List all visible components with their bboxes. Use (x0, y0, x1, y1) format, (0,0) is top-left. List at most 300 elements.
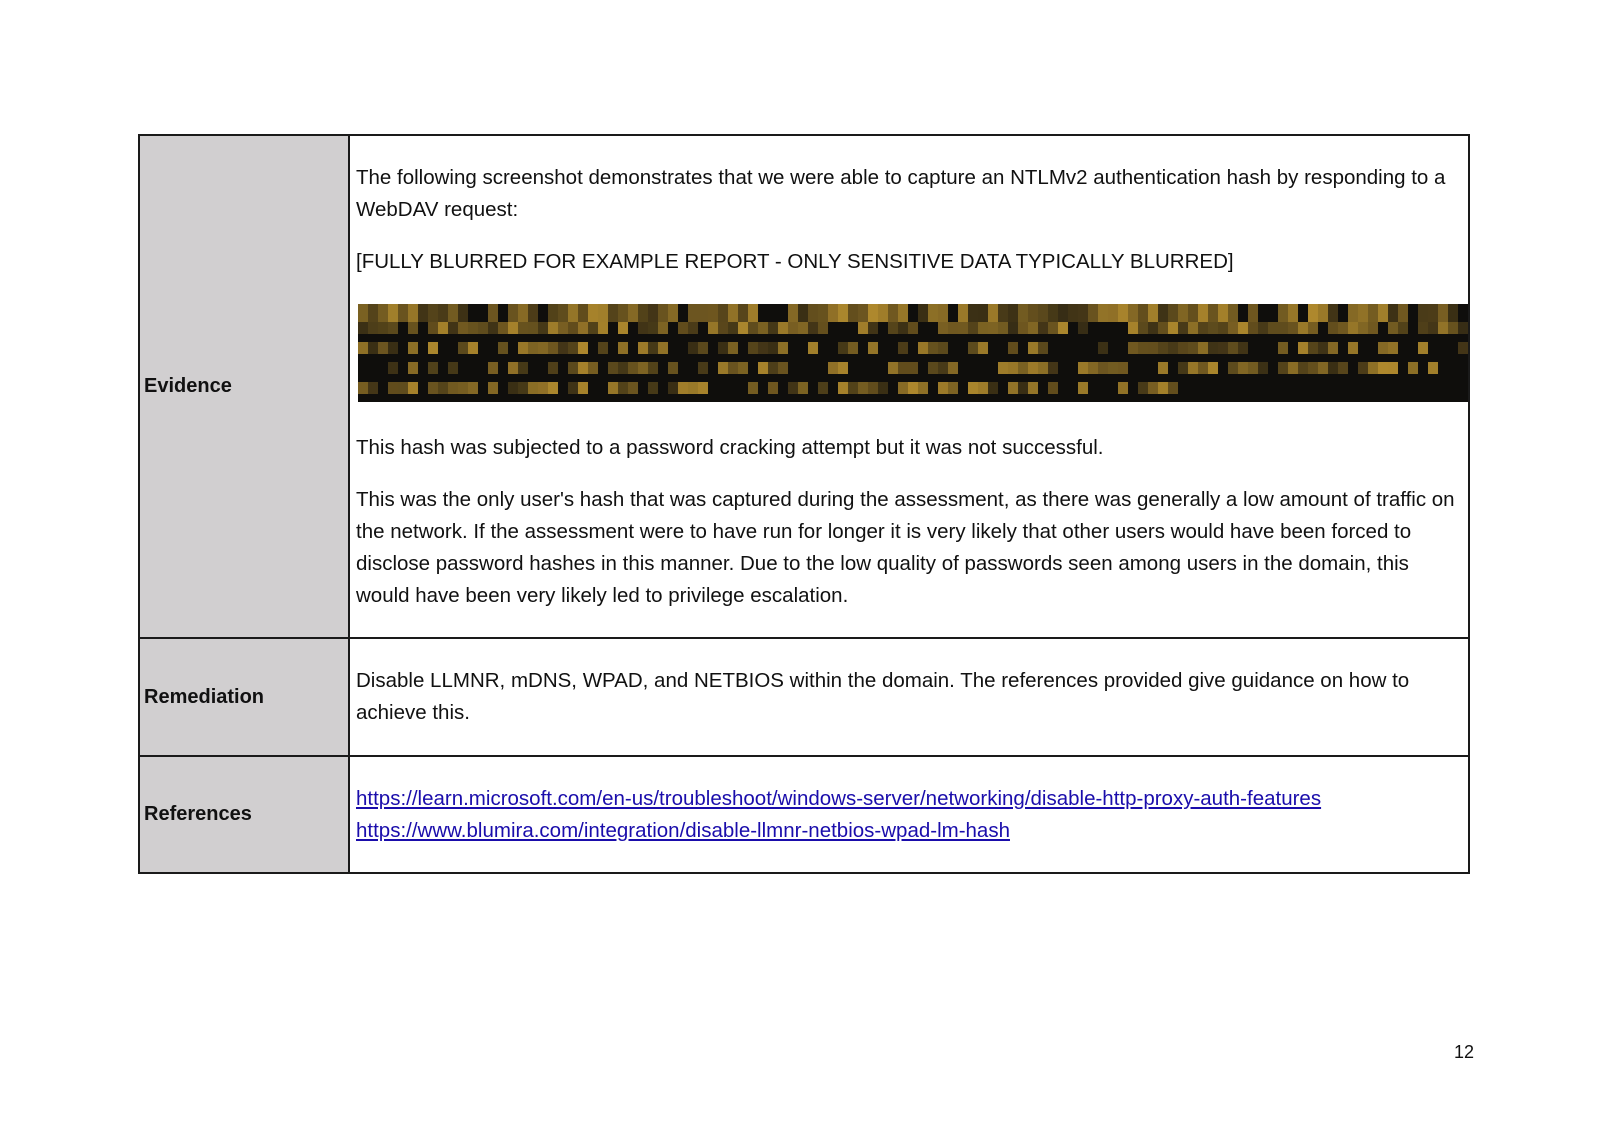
blur-pixel (888, 304, 898, 322)
blur-pixel (608, 382, 618, 394)
blur-pixel (958, 322, 968, 334)
references-row (139, 756, 1469, 873)
blur-pixel (978, 382, 988, 394)
blur-pixel (538, 382, 548, 394)
blur-pixel (1188, 342, 1198, 354)
blur-pixel (1258, 322, 1268, 334)
blur-pixel (678, 322, 688, 334)
blur-pixel (678, 382, 688, 394)
blur-pixel (838, 304, 848, 322)
blur-pixel (1288, 304, 1298, 322)
blur-pixel (528, 382, 538, 394)
blur-pixel (608, 362, 618, 374)
blur-pixel (508, 362, 518, 374)
blur-pixel (718, 342, 728, 354)
blur-pixel (1058, 304, 1068, 322)
blur-pixel (1028, 342, 1038, 354)
blur-pixel (1078, 304, 1088, 322)
blur-pixel (1288, 362, 1298, 374)
blur-pixel (1198, 322, 1208, 334)
blur-pixel (1058, 322, 1068, 334)
blur-pixel (968, 322, 978, 334)
blur-pixel (1238, 342, 1248, 354)
blur-pixel (488, 304, 498, 322)
blur-pixel (858, 382, 868, 394)
blur-pixel (1148, 382, 1158, 394)
blur-pixel (848, 342, 858, 354)
blur-pixel (1198, 342, 1208, 354)
blur-pixel (868, 382, 878, 394)
blur-pixel (458, 342, 468, 354)
blur-pixel (1008, 322, 1018, 334)
remediation-content (349, 638, 1469, 756)
blur-pixel (1378, 362, 1388, 374)
reference-link-blumira[interactable]: https://www.blumira.com/integration/disable-llmnr-netbios-wpad-lm-hash (356, 818, 1010, 842)
blur-pixel (1308, 362, 1318, 374)
blur-pixel (618, 322, 628, 334)
blur-pixel (868, 304, 878, 322)
blur-pixel (898, 304, 908, 322)
blur-pixel (728, 304, 738, 322)
blur-pixel (1248, 322, 1258, 334)
blur-pixel (1398, 304, 1408, 322)
blur-pixel (838, 362, 848, 374)
blur-pixel (1368, 362, 1378, 374)
blur-pixel (1448, 304, 1458, 322)
blur-pixel (648, 362, 658, 374)
blur-pixel (708, 322, 718, 334)
blur-pixel (448, 362, 458, 374)
blur-pixel (1228, 304, 1238, 322)
blur-pixel (588, 304, 598, 322)
blur-pixel (1438, 304, 1448, 322)
blur-pixel (548, 362, 558, 374)
blur-pixel (1348, 304, 1358, 322)
blur-pixel (1028, 304, 1038, 322)
findings-table (138, 134, 1470, 874)
blur-pixel (558, 304, 568, 322)
blur-pixel (628, 382, 638, 394)
blur-pixel (1158, 382, 1168, 394)
blur-pixel (1388, 322, 1398, 334)
blur-pixel (508, 304, 518, 322)
blur-pixel (1438, 322, 1448, 334)
blur-pixel (358, 322, 368, 334)
blur-pixel (1018, 362, 1028, 374)
blur-pixel (618, 362, 628, 374)
blur-pixel (488, 362, 498, 374)
blur-pixel (518, 304, 528, 322)
blur-pixel (408, 304, 418, 322)
remediation-text: Disable LLMNR, mDNS, WPAD, and NETBIOS within the domain. The references provided give guidance on how to achieve this. (356, 669, 1410, 724)
blur-pixel (968, 304, 978, 322)
evidence-content (349, 135, 1469, 638)
blur-pixel (1318, 362, 1328, 374)
blur-pixel (1168, 304, 1178, 322)
blur-pixel (1208, 362, 1218, 374)
blur-pixel (1008, 382, 1018, 394)
blur-pixel (1108, 362, 1118, 374)
blur-pixel (798, 304, 808, 322)
blur-pixel (778, 342, 788, 354)
blur-pixel (1048, 322, 1058, 334)
blur-pixel (948, 382, 958, 394)
blur-pixel (1078, 362, 1088, 374)
blur-pixel (1268, 322, 1278, 334)
blur-pixel (1358, 322, 1368, 334)
blur-pixel (588, 362, 598, 374)
blur-pixel (918, 342, 928, 354)
references-content (349, 756, 1469, 873)
blur-pixel (388, 322, 398, 334)
blur-pixel (1348, 322, 1358, 334)
blur-pixel (1178, 322, 1188, 334)
blur-pixel (498, 322, 508, 334)
blur-pixel (518, 382, 528, 394)
blur-pixel (1098, 304, 1108, 322)
blur-pixel (538, 342, 548, 354)
blur-pixel (1218, 322, 1228, 334)
blur-pixel (1448, 322, 1458, 334)
blur-pixel (458, 304, 468, 322)
blur-pixel (668, 362, 678, 374)
blur-pixel (448, 304, 458, 322)
blur-pixel (1158, 322, 1168, 334)
blur-pixel (988, 304, 998, 322)
blur-pixel (1018, 322, 1028, 334)
blur-pixel (438, 304, 448, 322)
blur-pixel (1188, 362, 1198, 374)
blur-pixel (1298, 342, 1308, 354)
blur-pixel (588, 322, 598, 334)
blur-pixel (578, 304, 588, 322)
blur-pixel (1328, 322, 1338, 334)
blur-pixel (1118, 362, 1128, 374)
blur-pixel (668, 304, 678, 322)
blur-pixel (578, 382, 588, 394)
blur-pixel (618, 304, 628, 322)
blur-pixel (1158, 342, 1168, 354)
blur-pixel (1378, 342, 1388, 354)
blur-pixel (1248, 362, 1258, 374)
blur-pixel (818, 322, 828, 334)
blur-pixel (1228, 322, 1238, 334)
blur-pixel (838, 342, 848, 354)
blur-pixel (378, 342, 388, 354)
blur-pixel (1028, 382, 1038, 394)
blur-pixel (1128, 342, 1138, 354)
blur-pixel (818, 382, 828, 394)
blur-pixel (1368, 304, 1378, 322)
blur-pixel (748, 322, 758, 334)
blur-pixel (898, 342, 908, 354)
blur-pixel (1238, 362, 1248, 374)
blur-pixel (1158, 304, 1168, 322)
blur-pixel (1038, 322, 1048, 334)
blur-pixel (1118, 382, 1128, 394)
blur-pixel (1088, 362, 1098, 374)
blur-pixel (788, 304, 798, 322)
blur-pixel (1098, 342, 1108, 354)
blur-pixel (1238, 322, 1248, 334)
blur-pixel (698, 342, 708, 354)
blur-pixel (568, 362, 578, 374)
blur-pixel (1038, 362, 1048, 374)
blur-pixel (938, 322, 948, 334)
blur-pixel (698, 362, 708, 374)
blur-pixel (378, 304, 388, 322)
blur-pixel (888, 322, 898, 334)
blur-pixel (358, 304, 368, 322)
blur-pixel (1278, 342, 1288, 354)
blur-pixel (388, 304, 398, 322)
blur-pixel (658, 322, 668, 334)
blur-pixel (428, 362, 438, 374)
blur-pixel (978, 342, 988, 354)
blur-pixel (1168, 342, 1178, 354)
blur-pixel (548, 382, 558, 394)
blur-pixel (578, 362, 588, 374)
blur-pixel (708, 304, 718, 322)
blur-pixel (1148, 304, 1158, 322)
blur-pixel (398, 304, 408, 322)
blur-pixel (398, 382, 408, 394)
blur-pixel (1108, 304, 1118, 322)
blur-pixel (878, 304, 888, 322)
blur-pixel (848, 304, 858, 322)
blur-pixel (1408, 362, 1418, 374)
blur-pixel (1008, 362, 1018, 374)
blur-pixel (598, 304, 608, 322)
blur-pixel (888, 362, 898, 374)
blur-pixel (418, 304, 428, 322)
blur-pixel (1458, 322, 1468, 334)
blur-pixel (1358, 304, 1368, 322)
blur-pixel (438, 322, 448, 334)
blur-pixel (1208, 342, 1218, 354)
blur-pixel (988, 322, 998, 334)
reference-link-microsoft[interactable]: https://learn.microsoft.com/en-us/troubleshoot/windows-server/networking/disable-http-proxy-auth-features (356, 786, 1322, 810)
blur-pixel (428, 342, 438, 354)
blur-pixel (638, 322, 648, 334)
blur-pixel (1218, 342, 1228, 354)
blur-pixel (858, 322, 868, 334)
blur-pixel (948, 322, 958, 334)
blur-pixel (1318, 304, 1328, 322)
blur-pixel (1018, 304, 1028, 322)
evidence-row (139, 135, 1469, 638)
blur-pixel (1258, 362, 1268, 374)
blur-pixel (698, 382, 708, 394)
blur-pixel (1308, 322, 1318, 334)
blur-pixel (368, 382, 378, 394)
blur-pixel (918, 304, 928, 322)
blur-pixel (628, 362, 638, 374)
blur-pixel (1308, 342, 1318, 354)
blur-pixel (648, 304, 658, 322)
blur-pixel (688, 382, 698, 394)
blur-pixel (868, 342, 878, 354)
remediation-label: Remediation (139, 638, 349, 756)
blur-pixel (918, 382, 928, 394)
blur-pixel (948, 362, 958, 374)
blur-pixel (748, 342, 758, 354)
blur-pixel (568, 382, 578, 394)
blur-pixel (518, 322, 528, 334)
blur-pixel (808, 342, 818, 354)
evidence-intro-paragraph: The following screenshot demonstrates that we were able to capture an NTLMv2 authentication hash by responding to a WebDAV request: (356, 165, 1446, 221)
blur-pixel (638, 342, 648, 354)
blur-pixel (718, 362, 728, 374)
blur-pixel (728, 322, 738, 334)
blur-pixel (408, 362, 418, 374)
blur-pixel (978, 304, 988, 322)
blur-pixel (828, 362, 838, 374)
blur-pixel (468, 322, 478, 334)
blur-pixel (1018, 382, 1028, 394)
blur-pixel (458, 382, 468, 394)
blur-pixel (468, 342, 478, 354)
blur-pixel (1198, 304, 1208, 322)
blur-pixel (378, 322, 388, 334)
blur-pixel (1308, 304, 1318, 322)
blur-pixel (408, 322, 418, 334)
blur-pixel (598, 322, 608, 334)
blur-pixel (1048, 382, 1058, 394)
blur-pixel (938, 382, 948, 394)
blur-pixel (818, 304, 828, 322)
blur-pixel (568, 322, 578, 334)
references-label: References (139, 756, 349, 873)
blur-pixel (1168, 382, 1178, 394)
blur-pixel (808, 322, 818, 334)
blur-pixel (558, 342, 568, 354)
blur-pixel (758, 342, 768, 354)
blur-pixel (928, 304, 938, 322)
blur-pixel (688, 342, 698, 354)
blur-pixel (528, 342, 538, 354)
page-number: 12 (1454, 1042, 1475, 1062)
blur-pixel (648, 382, 658, 394)
blur-pixel (1378, 304, 1388, 322)
blur-pixel (768, 342, 778, 354)
blur-pixel (368, 322, 378, 334)
blur-pixel (1138, 304, 1148, 322)
blur-pixel (1008, 342, 1018, 354)
blur-pixel (488, 382, 498, 394)
blurred-terminal-screenshot (358, 304, 1468, 402)
blur-pixel (478, 322, 488, 334)
blur-pixel (1428, 322, 1438, 334)
blur-pixel (838, 382, 848, 394)
blur-pixel (1038, 304, 1048, 322)
blur-pixel (1388, 304, 1398, 322)
blur-pixel (928, 362, 938, 374)
blur-pixel (938, 304, 948, 322)
blur-pixel (528, 304, 538, 322)
blur-pixel (1068, 304, 1078, 322)
blur-pixel (1118, 304, 1128, 322)
blur-pixel (988, 382, 998, 394)
blur-pixel (798, 382, 808, 394)
blur-pixel (428, 382, 438, 394)
blur-pixel (498, 342, 508, 354)
blur-pixel (1048, 362, 1058, 374)
blur-pixel (538, 322, 548, 334)
blur-pixel (1138, 342, 1148, 354)
blur-pixel (688, 322, 698, 334)
blur-pixel (1298, 322, 1308, 334)
blur-pixel (1328, 304, 1338, 322)
blur-pixel (868, 322, 878, 334)
blur-pixel (578, 342, 588, 354)
blur-pixel (1048, 304, 1058, 322)
blur-pixel (668, 382, 678, 394)
blur-pixel (1428, 362, 1438, 374)
blur-pixel (1178, 362, 1188, 374)
blur-pixel (1318, 342, 1328, 354)
blur-pixel (438, 382, 448, 394)
blur-pixel (448, 322, 458, 334)
blur-pixel (1008, 304, 1018, 322)
blur-pixel (1198, 362, 1208, 374)
blur-pixel (598, 342, 608, 354)
blur-pixel (1278, 362, 1288, 374)
blur-pixel (898, 382, 908, 394)
blur-pixel (958, 304, 968, 322)
blur-pixel (1398, 322, 1408, 334)
blur-pixel (388, 342, 398, 354)
blur-pixel (1138, 382, 1148, 394)
blur-pixel (548, 304, 558, 322)
blur-pixel (1098, 362, 1108, 374)
blur-pixel (448, 382, 458, 394)
blur-pixel (768, 382, 778, 394)
blur-pixel (698, 304, 708, 322)
blur-pixel (908, 382, 918, 394)
blur-pixel (1218, 304, 1228, 322)
blur-pixel (758, 362, 768, 374)
blur-pixel (878, 382, 888, 394)
blur-pixel (898, 322, 908, 334)
blur-pixel (638, 362, 648, 374)
blur-pixel (968, 382, 978, 394)
blur-pixel (568, 342, 578, 354)
blur-pixel (518, 342, 528, 354)
evidence-label: Evidence (139, 135, 349, 638)
blur-pixel (808, 304, 818, 322)
blur-pixel (1228, 342, 1238, 354)
blur-pixel (1428, 304, 1438, 322)
blur-pixel (1248, 304, 1258, 322)
blur-pixel (1038, 342, 1048, 354)
blur-pixel (1388, 362, 1398, 374)
blur-pixel (658, 342, 668, 354)
blur-pixel (1278, 322, 1288, 334)
blur-pixel (648, 322, 658, 334)
blur-pixel (548, 342, 558, 354)
blur-pixel (1028, 322, 1038, 334)
blur-pixel (638, 304, 648, 322)
blur-pixel (468, 382, 478, 394)
blur-pixel (1338, 362, 1348, 374)
blur-pixel (1388, 342, 1398, 354)
blur-pixel (1188, 322, 1198, 334)
blur-pixel (1348, 342, 1358, 354)
blur-pixel (748, 304, 758, 322)
blur-pixel (978, 322, 988, 334)
cracking-result-paragraph: This hash was subjected to a password cracking attempt but it was not successful. (356, 435, 1104, 459)
